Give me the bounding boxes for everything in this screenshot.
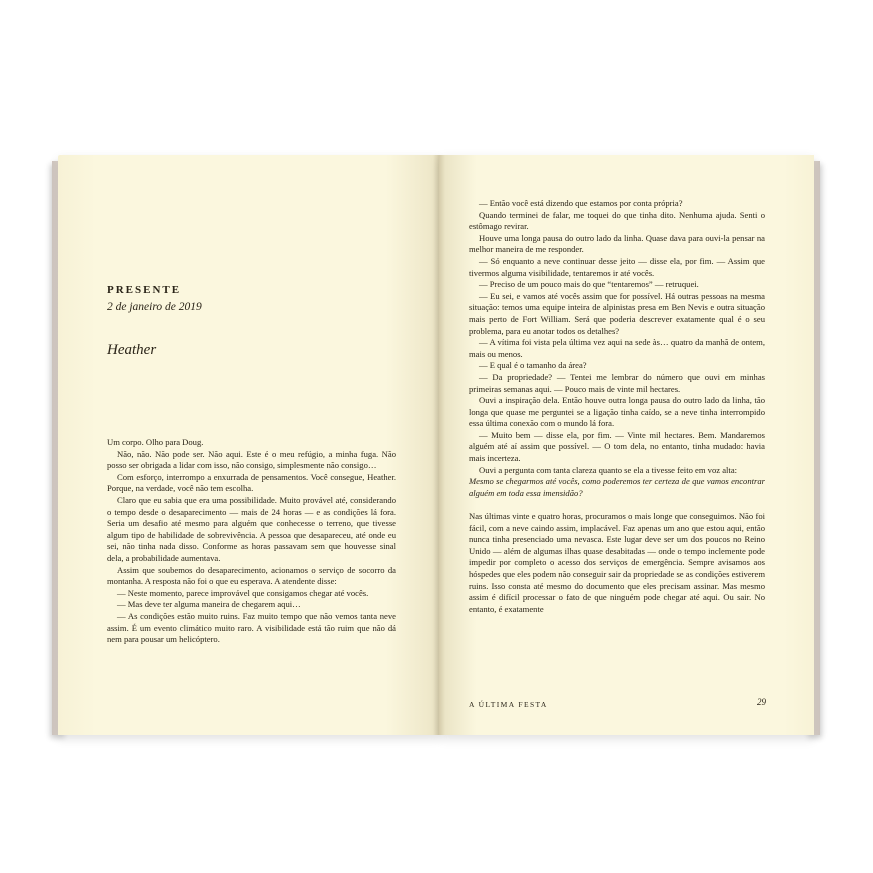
right-page-body [469,198,765,615]
paragraph: Não, não. Não pode ser. Não aqui. Este é o meu refúgio, a minha fuga. Não posso ser obrigada a lidar com isso, não consigo, simplesmente não consigo… [107,448,396,471]
paragraph: — Só enquanto a neve continuar desse jeito — disse ela, por fim. — Assim que tivermos alguma visibilidade, tentaremos ir até vocês. [469,255,765,278]
paragraph: — Mas deve ter alguma maneira de chegarem aqui… [117,599,301,610]
paragraph: — Eu sei, e vamos até vocês assim que for possível. Há outras pessoas na mesma situação: temos uma equipe inteira de alpinistas presa em Ben Nevis e outra situação mais perto de Fort William. Será que poderia descrever exatamente qual é o seu problema, para eu anotar todos os detalhes? [469,290,765,336]
chapter-label: PRESENTE [107,284,182,296]
paragraph: Claro que eu sabia que era uma possibilidade. Muito provável até, considerando o tempo desde o desaparecimento — mais de 24 horas — e as condições lá fora. Seria um desafio até mesmo para alguém que conhecesse o terreno, que tivesse algum tipo de habilidade de sobrevivência. A pessoa que desapareceu, até onde eu sei, não tinha nada disso. Conforme as horas passavam sem que houvesse sinal dela, a probabilidade aumentava. [107,494,396,563]
page-number: 29 [757,697,766,707]
paragraph: Com esforço, interrompo a enxurrada de pensamentos. Você consegue, Heather. Porque, na verdade, você não tem escolha. [107,471,396,494]
paragraph: — As condições estão muito ruins. Faz muito tempo que não vemos tanta neve assim. É um evento climático muito raro. A visibilidade está tão ruim que não dá nem para pousar um helicóptero. [107,610,396,645]
right-page [439,155,814,735]
running-head: A ÚLTIMA FESTA [469,700,548,709]
chapter-date: 2 de janeiro de 2019 [107,301,202,313]
paragraph: — Muito bem — disse ela, por fim. — Vinte mil hectares. Bem. Mandaremos alguém até aí assim que possível. — O tom dela, no entanto, tinha mudado: havia mais incerteza. [469,429,765,464]
italic-thought: Mesmo se chegarmos até vocês, como poderemos ter certeza de que vamos encontrar alguém em toda essa imensidão? [469,476,765,498]
paragraph: Quando terminei de falar, me toquei do que tinha dito. Nenhuma ajuda. Senti o estômago revirar. [469,209,765,232]
left-page [58,155,439,735]
paragraph: — A vítima foi vista pela última vez aqui na sede às… quatro da manhã de ontem, mais ou menos. [469,337,765,359]
paragraph: — Preciso de um pouco mais do que “tentaremos” — retruquei. [479,279,699,290]
paragraph: Um corpo. Olho para Doug. [107,437,204,447]
paragraph: Ouvi a pergunta com tanta clareza quanto se ela a tivesse feito em voz alta: [479,464,738,475]
paragraph: — Da propriedade? — Tentei me lembrar do número que ouvi em minhas primeiras semanas aqui. — Pouco mais de vinte mil hectares. [469,371,765,394]
left-page-body [107,437,396,646]
paragraph: Nas últimas vinte e quatro horas, procuramos o mais longe que conseguimos. Não foi fácil, com a neve caindo assim, implacável. Faz apenas um ano que estou aqui, então nunca tinha presenciado uma nevasca. Este lugar deve ser um dos poucos no Reino Unido — além de algumas ilhas quase desabitadas — onde o tempo inclemente pode impedir por completo o acesso dos serviços de emergência. Sempre avisamos aos hóspedes que eles podem não conseguir sair da propriedade se as condições estiverem ruins. Isso consta até mesmo do documento que eles precisam assinar. Mas mesmo assim é difícil processar o fato de que ninguém pode chegar até aqui. Ou sair. No entanto, é exatamente [469,511,765,614]
paragraph: — Então você está dizendo que estamos por conta própria? [479,198,683,208]
open-book [52,155,820,737]
paragraph: Ouvi a inspiração dela. Então houve outra longa pausa do outro lado da linha, tão longa que quase me perguntei se a ligação tinha caído, se a neve tinha interrompido essa última conexão com o mundo lá fora. [469,395,765,429]
paragraph: — E qual é o tamanho da área? [479,360,587,371]
paragraph: Assim que soubemos do desaparecimento, acionamos o serviço de socorro da montanha. A resposta não foi o que eu esperava. A atendente disse: [107,564,396,587]
pov-character-name: Heather [107,342,157,358]
paragraph: — Neste momento, parece improvável que consigamos chegar até vocês. [117,587,369,598]
paragraph: Houve uma longa pausa do outro lado da linha. Quase dava para ouvi-la pensar na melhor maneira de me responder. [469,232,765,255]
